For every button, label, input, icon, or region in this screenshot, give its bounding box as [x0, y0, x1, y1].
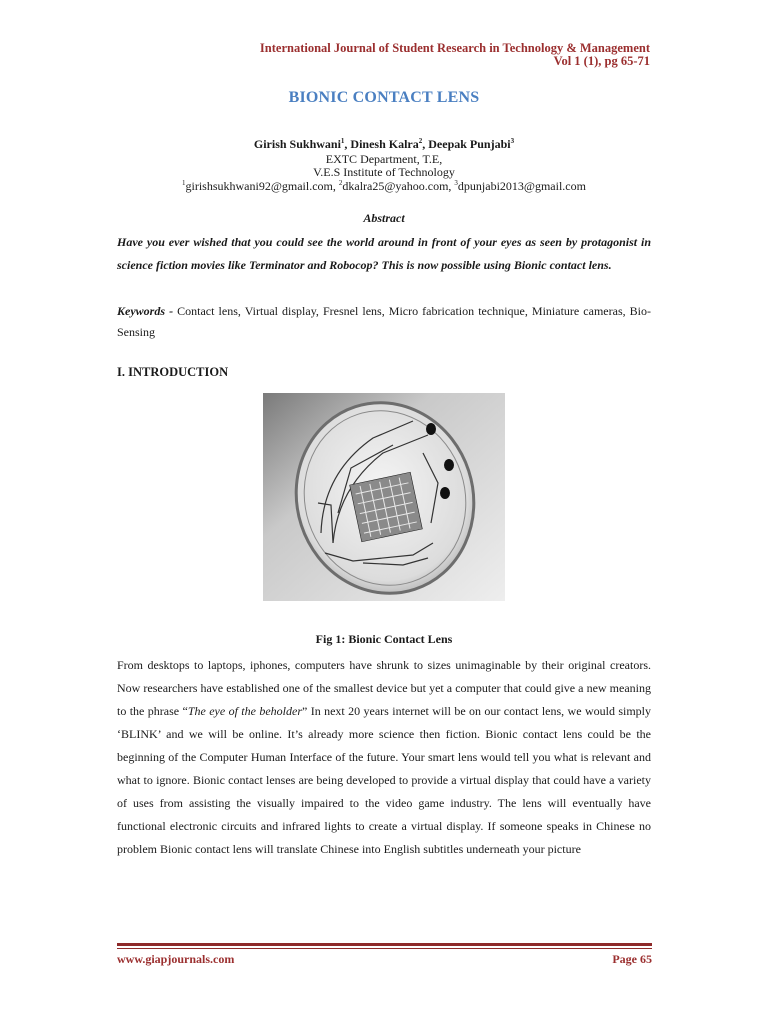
author-sup: 1 [340, 137, 345, 145]
author-name: Deepak Punjabi [428, 137, 511, 151]
journal-header [260, 42, 650, 68]
affiliation [0, 153, 768, 179]
paper-title: BIONIC CONTACT LENS [288, 89, 480, 106]
journal-volume: Vol 1 (1), pg 65-71 [553, 54, 650, 68]
abstract-heading: Abstract [363, 211, 405, 225]
author-list: Girish Sukhwani$^1$, Dinesh Kalra$^2$, Deepak Punjabi$^3$ [253, 137, 515, 151]
journal-name: International Journal of Student Research in Technology & Management [259, 41, 650, 55]
footer-rule [117, 943, 652, 946]
introduction-paragraph [117, 654, 651, 861]
email-sup: 1 [182, 179, 186, 187]
keywords-text: Contact lens, Virtual display, Fresnel lens, Micro fabrication technique, Miniature cameras, Bio-Sensing [117, 304, 652, 339]
email-address[interactable]: dpunjabi2013@gmail.com [457, 179, 586, 193]
email-sup: 3 [454, 179, 458, 187]
abstract-text: Have you ever wished that you could see the world around in front of your eyes as seen by protagonist in science fiction movies like Terminator and Robocop? This is now possible using Bionic contact lens. [117, 235, 651, 272]
footer-rule [117, 948, 652, 949]
keywords [117, 301, 651, 343]
author-sup: 3 [510, 137, 515, 145]
author-emails: $^1$girishsukhwani92@gmail.com, $^2$dkalra25@yahoo.com, $^3$dpunjabi2013@gmail.com [182, 179, 586, 193]
keywords-label: Keywords - [117, 304, 174, 318]
page-number: Page 65 [612, 952, 652, 966]
email-address[interactable]: girishsukhwani92@gmail.com [185, 179, 333, 193]
quoted-phrase: The eye of the beholder [187, 704, 302, 718]
author-name: Girish Sukhwani [253, 137, 341, 151]
section-heading: I. INTRODUCTION [117, 365, 229, 379]
email-sup: 2 [338, 179, 343, 187]
affiliation-institute: V.E.S Institute of Technology [313, 165, 455, 179]
paragraph-text: From desktops to laptops, iphones, computers have shrunk to sizes unimaginable by their original creators. Now researchers have established one of the smallest device but yet a computer that could give a new meaning to the phrase “ [117, 658, 651, 718]
affiliation-department: EXTC Department, T.E, [325, 152, 443, 166]
figure-caption: Fig 1: Bionic Contact Lens [315, 632, 453, 646]
author-name: Dinesh Kalra [350, 137, 419, 151]
paragraph-text: ” In next 20 years internet will be on our contact lens, we would simply ‘BLINK’ and we will be online. It’s already more science then fiction. Bionic contact lens could be the beginning of the Computer Human Interface of the future. Your smart lens would tell you what is relevant and what to ignore. Bionic contact lenses are being developed to provide a virtual display that could have a variety of uses from assisting the visually impaired to the video game industry. The lens will eventually have functional electronic circuits and infrared lights to create a virtual display. If someone speaks in Chinese no problem Bionic contact lens will translate Chinese into English subtitles underneath your picture [117, 704, 651, 856]
bionic-lens-photo [263, 393, 505, 601]
footer-website-link[interactable]: www.giapjournals.com [117, 952, 235, 966]
author-sup: 2 [418, 137, 423, 145]
email-address[interactable]: dkalra25@yahoo.com [342, 179, 449, 193]
